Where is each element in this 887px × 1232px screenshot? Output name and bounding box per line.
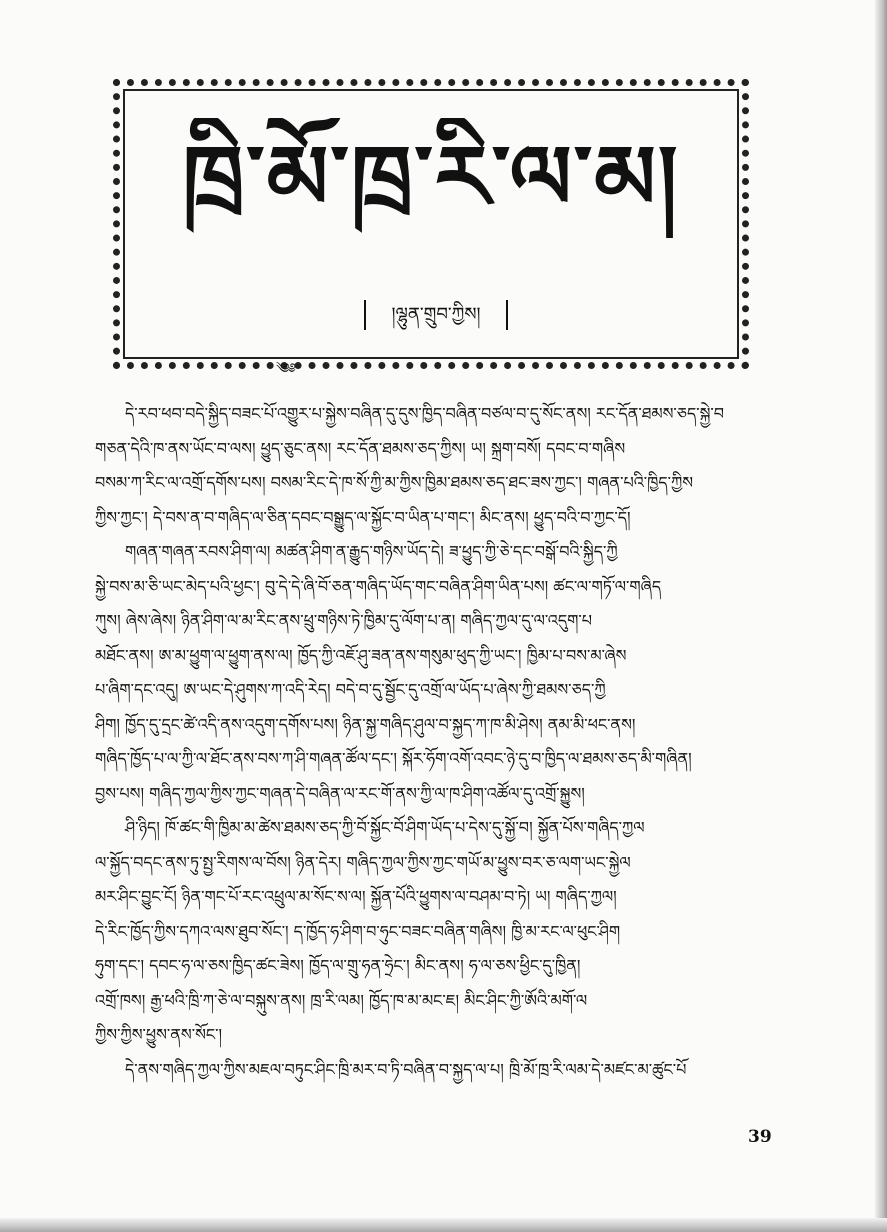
text-line: བྱས་པས། གཞིད་ཀྱལ་ཀྱིས་ཀྱང་གཞན་དེ་བཞིན་ལ་རང་གོ་ནས་ཀྱི་ལ་ཁ་ཤིག་འཚོལ་དུ་འགྲོ་སྐྱུས། [95, 783, 585, 803]
text-line: ལ་སྐྱོད་བདང་ནས་ཏུ་སྤྱ་རིགས་ལ་བོས། ཉིན་དེར། གཞིད་ཀྱལ་ཀྱིས་ཀྱང་གཡོ་མ་ཕྱུས་བར་ཅ་ལག་ཡང་སྐྱེལ [95, 852, 631, 872]
text-line: ཤིག། ཁྱོད་དུ་དྲང་ཚེ་འདི་ནས་འདུག་དགོས་པས། ཉིན་སྐྱ་གཞིད་ཤུལ་བ་སྐྱད་ཀ་ཁ་མི་ཤེས། ནམ་མི་ཕང་ནས། [95, 714, 636, 734]
body-text [95, 397, 815, 1087]
text-line: ཀྱིས་ཀྱང་། དེ་བས་ན་བ་གཞིད་ལ་ཅིན་དབང་བསྒྱུད་ལ་སྐྱོང་བ་ཡིན་པ་གང་། མིང་ནས། ཕྱུད་བའི་བ་ཀྱང་དོ། [95, 507, 631, 527]
text-line: ཤི་ཉིད། ཁོ་ཚང་གི་ཁྱིམ་མ་ཚེས་ཐམས་ཅད་ཀྱི་བོ་སྐྱོང་བོ་ཤིག་ཡོད་པ་དེས་དུ་སྐྱོ་བ། སྐྱོན་པོས་གཞིད་ཀྱལ [125, 818, 645, 837]
text-line: གཞན་གཞན་རབས་ཤིག་ལ། མཚན་ཤིག་ན་རྒྱུད་གཉིས་ཡོད་དེ། ཟ་ཕྱུད་ཀྱི་ཅེ་དང་བསྒོ་བའི་སྐྱིད་ཀྱི [125, 542, 618, 561]
text-line: ཧུག་དང་། དབང་ཧ་ལ་ཅས་ཁྱིད་ཚང་ཟེས། ཁྱོད་ལ་གྲུ་ཧན་ཧྲེང་། མིང་ནས། ཧ་ལ་ཅས་ཕྱིང་དུ་ཁྱིན། [95, 956, 581, 975]
text-line: དེ་རབ་ཕབ་བདེ་སྐྱིད་བཟང་པོ་འགྱུར་པ་སྐྱེས་བཞིན་དུ་དུས་ཁྱིད་བཞིན་བཙལ་བ་དུ་སོང་ནས། རང་དོན་ཐམས་ཅད་སྐྱེ་བ [125, 404, 725, 423]
page-edge-shadow-bottom [0, 1218, 887, 1232]
text-line: ཀྱིས་ཀྱིས་ཕྱུས་ནས་སོང་། [95, 1025, 223, 1044]
text-line: གཞིད་ཁྱོད་པ་ལ་ཀྱི་ལ་ཐོང་ནས་བས་ཀ་ཤི་གཞན་ཚོལ་དང་། སྐོར་ཧོག་འགོ་འབང་ཉེ་དུ་བ་ཁྱིད་ལ་ཐམས་ཅད་མི་གཞིན། [95, 749, 692, 768]
text-line: འགྲོ་ཁས། རྒྱ་ཕའི་ཁྲི་ཀ་ཅེ་ལ་བསྐུས་ནས། ཁྲ་རི་ལམ། ཁྱོད་ཁ་མ་མང་ཇ། མིང་ཤིང་ཀྱི་ཨོའི་མགོ་ལ [95, 990, 588, 1010]
text-line: མཐོང་ནས། ཨ་མ་ཕྱུག་ལ་ཕྱུག་ནས་ལ། ཁྱོད་ཀྱི་འཇོ་ཤུ་ཟན་ནས་གསུམ་ཕུད་ཀྱི་ཡང་། ཁྱིམ་པ་བས་མ་ཞེས [95, 645, 627, 665]
page-edge-shadow-right [875, 0, 887, 1232]
document-title: ཁྲི་མོ་ཁྲ་རི་ལ་མ། [182, 126, 680, 229]
text-line: མར་ཤིང་བྱུང་ངོ། ཉིན་གང་པོ་རང་འཕྲུལ་མ་སོང་ས་ལ། སྐྱོན་པོའི་ཕྱུགས་ལ་བཤམ་བ་ཏེ། ཡ། གཞིད་ཀྱལ། [95, 887, 617, 906]
text-line: གཅན་དེའི་ཁ་ནས་ཡོང་བ་ལས། ཕྱུད་ཅུང་ནས། རང་དོན་ཐམས་ཅད་ཀྱིས། ཡ། སྐྲག་བསོ། དབང་བ་གཞིས [95, 438, 626, 458]
author-byline: །ལྷུན་གྲུབ་ཀྱིས། [364, 300, 508, 330]
text-line: བསམ་ཀ་རིང་ལ་འགྲོ་དགོས་པས། བསམ་རིང་དེ་ཁ་སོ་ཀྱི་མ་ཀྱིས་ཁྱིམ་ཐམས་ཅད་ཐང་ཟས་ཀྱང་། གཞན་པའི་ཁྱིད་ཀྱིས [95, 473, 694, 492]
page-number: 39 [748, 1127, 772, 1147]
text-line: སྐྱེ་བས་མ་ཅི་ཡང་མེད་པའི་ཕྱང་། བུ་དེ་དེ་ཞི་བོ་ཅན་གཞིད་ཡོད་གང་བཞིན་ཤིག་ཡིན་པས། ཚང་ལ་གཏོ་ལ་གཞིད [95, 576, 662, 596]
text-line: དེ་རིང་ཁྱོད་ཀྱིས་དཀའ་ལས་ཐུབ་སོང་། ད་ཁྱོད་ཧ་ཤིག་བ་ཧུང་བཟང་བཞིན་གཞིས། ཁྱི་མ་རང་ལ་ཕུང་ཤིག [95, 921, 621, 941]
text-line: པ་ཞིག་དང་འདུ། ཨ་ཡང་དེ་ཤུགས་ཀ་འདི་རེད། བདེ་བ་དུ་སྦྱོང་དུ་འགྲོ་ལ་ཡོད་པ་ཞེས་ཀྱི་ཐམས་ཅད་ཀྱི [95, 680, 606, 699]
ornament-mark: ༄༅ [276, 361, 296, 377]
text-line: དེ་ནས་གཞིད་ཀྱལ་ཀྱིས་མཇལ་བཏུང་ཤིང་ཁྲི་མར་བ་ཏི་བཞིན་བ་སྐྱད་ལ་པ། ཁྲི་མོ་ཁྲ་རི་ལམ་དེ་མཛང་མ་ཚུང་པོ [125, 1059, 687, 1079]
text-line: ཀུས། ཞེས་ཞེས། ཉིན་ཤིག་ལ་མ་རིང་ནས་ཕྲུ་གཉིས་ཏེ་ཁྱིམ་དུ་ལོག་པ་ན། གཞིད་ཀྱལ་དུ་ལ་འདུག་པ [95, 611, 592, 630]
